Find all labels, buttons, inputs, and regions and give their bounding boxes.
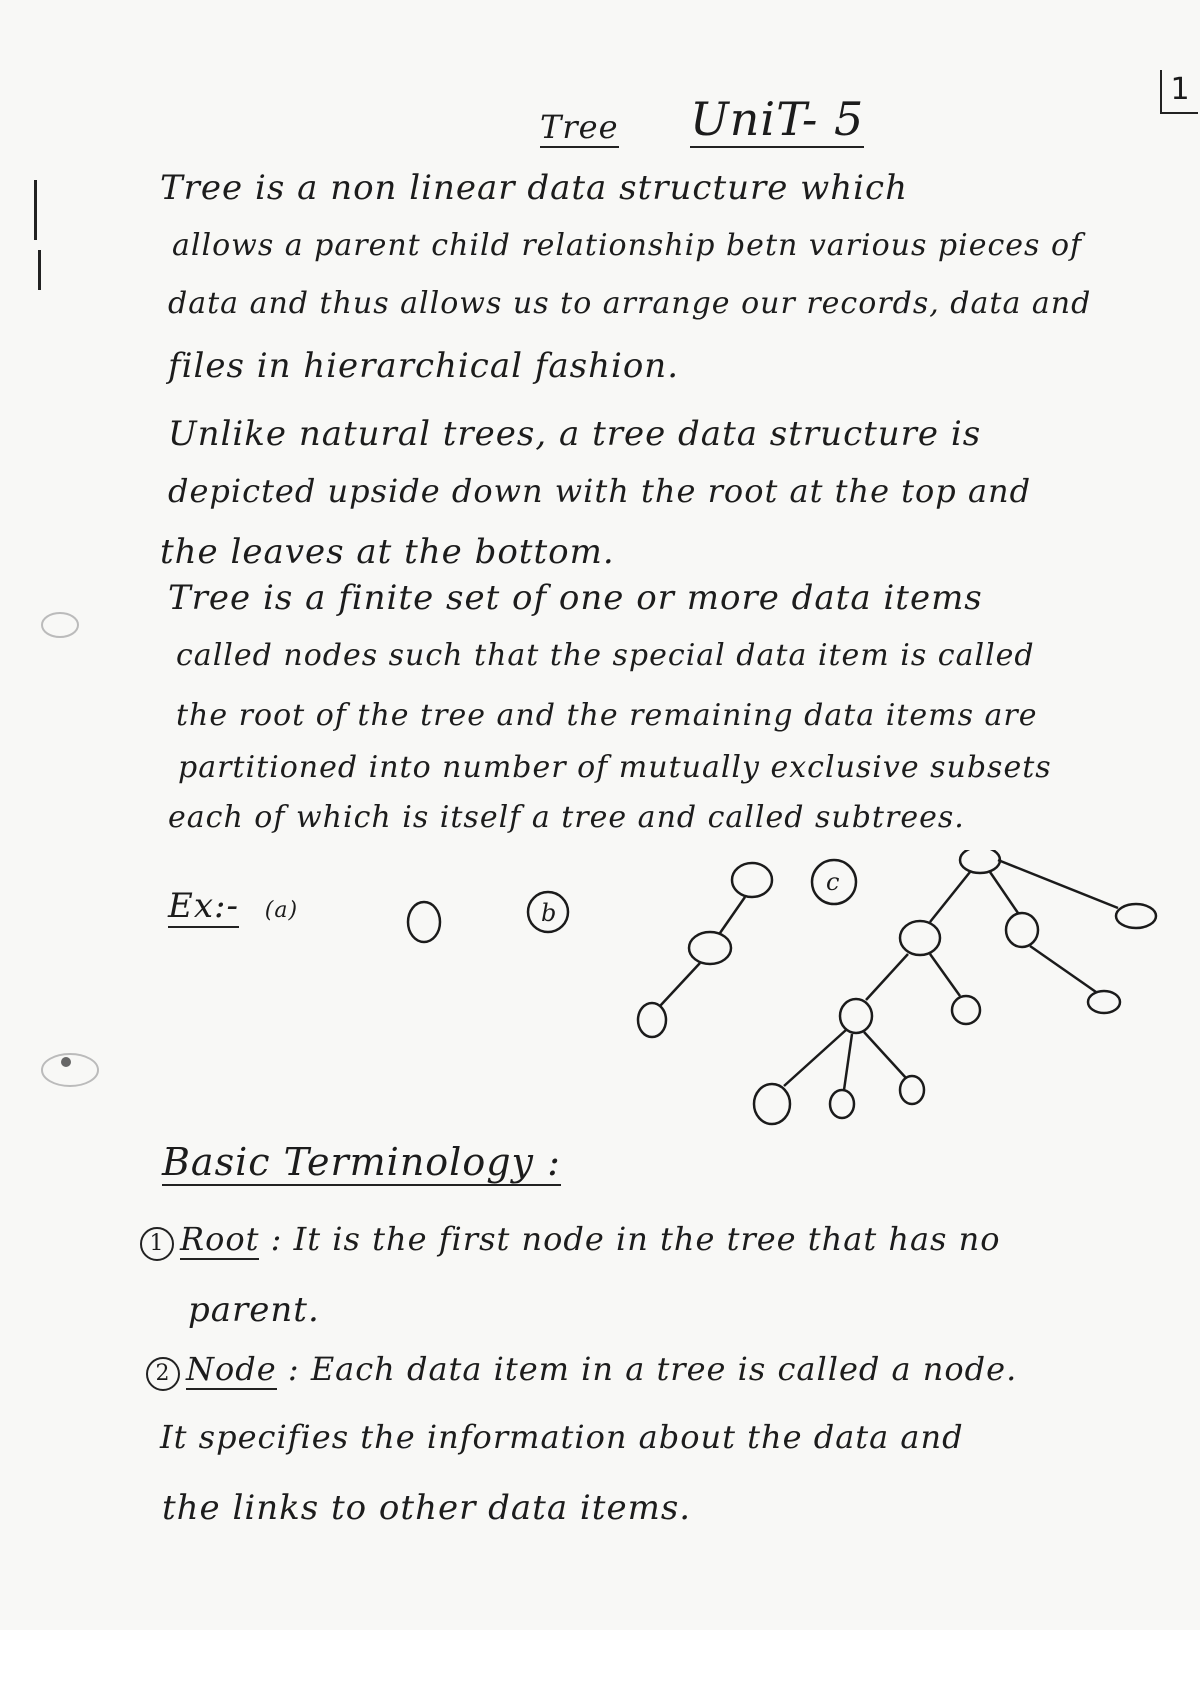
tree-c-edge-3 [998, 860, 1118, 908]
term-node-cont2: the links to other data items. [162, 1488, 692, 1528]
term-root-number: 1 [140, 1227, 174, 1261]
tree-c-edge-9 [864, 1032, 906, 1078]
term-node-number: 2 [146, 1357, 180, 1391]
para3-line-2: called nodes such that the special data item is called [176, 638, 1035, 673]
tree-b-node-2 [689, 932, 731, 964]
tree-c-leaf-1 [754, 1084, 790, 1124]
term-root-text: : It is the first node in the tree that has no [270, 1220, 1001, 1258]
term-root [140, 1220, 1001, 1261]
tree-b-edge-2 [660, 963, 700, 1006]
para1-line-3: data and thus allows us to arrange our records, data and [168, 286, 1092, 321]
tree-b-edge-1 [720, 897, 745, 933]
tree-c-node-left [900, 921, 940, 955]
tree-b-label: b [541, 899, 557, 927]
term-node-text: : Each data item in a tree is called a node. [287, 1350, 1018, 1388]
header-unit [690, 92, 864, 146]
para3-line-4: partitioned into number of mutually exclusive subsets [178, 750, 1052, 785]
tree-b-node-1 [732, 863, 772, 897]
para1-line-4: files in hierarchical fashion. [168, 346, 680, 386]
margin-mark-1 [34, 180, 37, 240]
tree-b-node-3 [638, 1003, 666, 1037]
tree-c-leaf-2 [830, 1090, 854, 1118]
tree-c-node-mr [1088, 991, 1120, 1013]
tree-diagrams [0, 850, 1200, 1150]
term-root-cont: parent. [188, 1290, 320, 1330]
term-node-cont: It specifies the information about the data and [160, 1418, 964, 1456]
tree-c-edge-8 [844, 1034, 852, 1090]
para1-line-1: Tree is a non linear data structure which [160, 168, 908, 208]
para2-line-2: depicted upside down with the root at the top and [168, 472, 1032, 510]
unit-label: UniT- 5 [690, 92, 865, 146]
tree-c-node-ll [840, 999, 872, 1033]
para3-line-3: the root of the tree and the remaining data items are [176, 698, 1038, 733]
tree-c-leaf-3 [900, 1076, 924, 1104]
tree-c-edge-1 [930, 872, 970, 922]
tree-c-edge-5 [930, 954, 960, 996]
para1-line-2: allows a parent child relationship betn various pieces of [172, 228, 1083, 263]
tree-c-edge-4 [866, 954, 908, 1000]
tree-title: Tree [540, 108, 619, 146]
page-number: 1 [1160, 70, 1198, 114]
tree-c-edge-7 [784, 1030, 846, 1086]
terminology-heading-text: Basic Terminology : [162, 1140, 561, 1184]
example-a-label: (a) [264, 898, 299, 923]
term-node-term: Node [186, 1350, 277, 1388]
margin-mark-2 [38, 250, 41, 290]
tree-c-label: c [826, 868, 840, 896]
tree-c-root [960, 850, 1000, 873]
para3-line-5: each of which is itself a tree and called subtrees. [168, 800, 965, 835]
tree-a-root [408, 902, 440, 942]
margin-smudge-1 [30, 600, 90, 650]
ex-text: Ex:- [168, 886, 239, 926]
terminology-heading [162, 1140, 561, 1184]
page-bottom-edge [0, 1630, 1200, 1698]
margin-smudge-2 [30, 1040, 110, 1100]
tree-c-node-lr [952, 996, 980, 1024]
tree-c-node-right [1116, 904, 1156, 928]
tree-c-edge-2 [990, 872, 1018, 913]
para3-line-1: Tree is a finite set of one or more data items [168, 578, 983, 618]
tree-c-node-mid [1006, 913, 1038, 947]
term-node [146, 1350, 1017, 1391]
para2-line-3: the leaves at the bottom. [160, 532, 615, 572]
header-title [540, 108, 619, 146]
para2-line-1: Unlike natural trees, a tree data structure is [168, 414, 982, 454]
tree-c-edge-6 [1030, 946, 1096, 992]
term-root-term: Root [180, 1220, 260, 1258]
